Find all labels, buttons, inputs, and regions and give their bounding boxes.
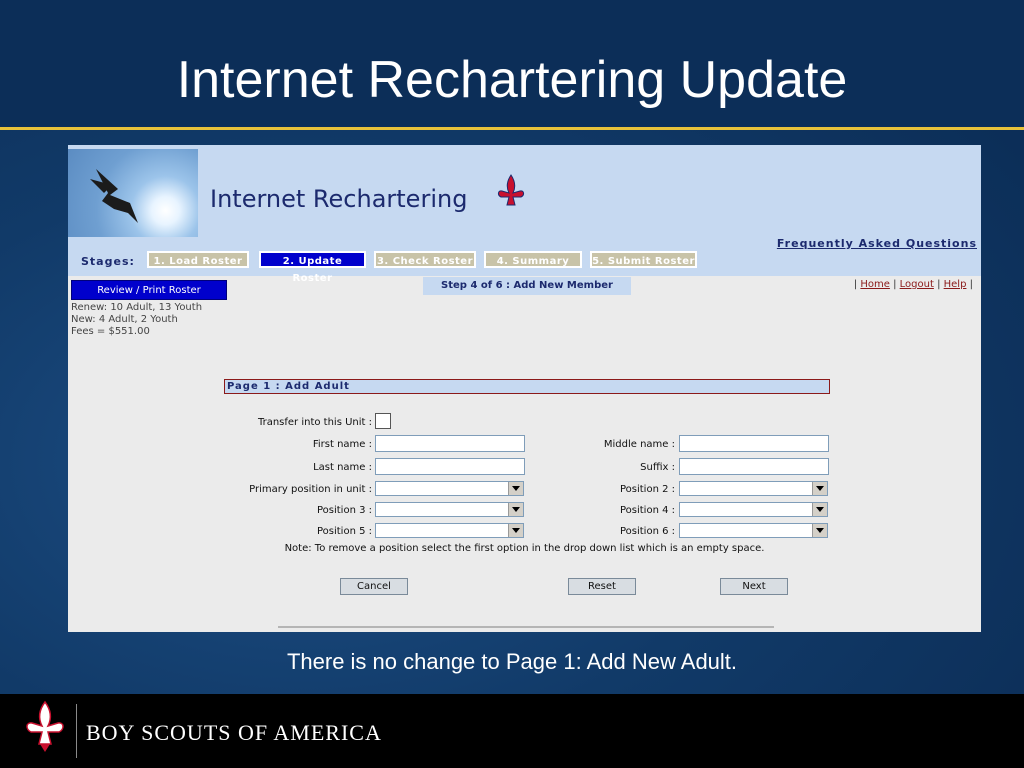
last-name-label: Last name :	[313, 462, 372, 473]
footer-org-name: BOY SCOUTS OF AMERICA	[86, 720, 382, 745]
renew-count: Renew: 10 Adult, 13 Youth	[71, 302, 203, 313]
cancel-button[interactable]: Cancel	[340, 578, 408, 595]
stage-update-roster[interactable]: 2. Update Roster	[259, 251, 366, 268]
transfer-label: Transfer into this Unit :	[257, 417, 372, 428]
slide-caption: There is no change to Page 1: Add New Adult.	[286, 649, 738, 674]
position3-select[interactable]	[375, 502, 524, 517]
review-print-roster-button[interactable]: Review / Print Roster	[71, 280, 227, 300]
fleur-de-lis-icon	[494, 173, 528, 213]
stages-label: Stages:	[81, 255, 135, 268]
position2-label: Position 2 :	[619, 484, 675, 495]
eagle-image	[68, 149, 198, 237]
logout-link[interactable]: Logout	[899, 279, 934, 290]
chevron-down-icon	[508, 482, 523, 495]
suffix-field[interactable]	[679, 458, 829, 475]
chevron-down-icon	[508, 503, 523, 516]
position4-label: Position 4 :	[619, 505, 675, 516]
stage-submit-roster[interactable]: 5. Submit Roster	[590, 251, 697, 268]
position6-select[interactable]	[679, 523, 828, 538]
position4-select[interactable]	[679, 502, 828, 517]
position5-select[interactable]	[375, 523, 524, 538]
top-links: | Home | Logout | Help |	[853, 279, 973, 290]
primary-position-select[interactable]	[375, 481, 524, 496]
position3-label: Position 3 :	[316, 505, 372, 516]
divider	[278, 626, 774, 628]
help-link[interactable]: Help	[943, 279, 967, 290]
middle-name-field[interactable]	[679, 435, 829, 452]
position6-label: Position 6 :	[619, 526, 675, 537]
home-link[interactable]: Home	[860, 279, 890, 290]
faq-link[interactable]: Frequently Asked Questions	[776, 237, 977, 250]
bsa-logo-icon	[22, 700, 68, 761]
first-name-field[interactable]	[375, 435, 525, 452]
roster-stats	[71, 302, 202, 338]
chevron-down-icon	[812, 482, 827, 495]
chevron-down-icon	[812, 524, 827, 537]
reset-button[interactable]: Reset	[568, 578, 636, 595]
position5-label: Position 5 :	[316, 526, 372, 537]
slide-title: Internet Rechartering Update	[176, 51, 848, 109]
primary-position-label: Primary position in unit :	[249, 484, 372, 495]
last-name-field[interactable]	[375, 458, 525, 475]
app-screenshot	[68, 145, 981, 632]
fees-total: Fees = $551.00	[71, 326, 150, 337]
transfer-checkbox[interactable]	[375, 413, 391, 429]
next-button[interactable]: Next	[720, 578, 788, 595]
position2-select[interactable]	[679, 481, 828, 496]
app-brand: Internet Rechartering	[210, 185, 468, 213]
footer-divider	[76, 704, 77, 758]
stage-load-roster[interactable]: 1. Load Roster	[147, 251, 249, 268]
suffix-label: Suffix :	[640, 462, 675, 473]
title-divider	[0, 127, 1024, 130]
new-count: New: 4 Adult, 2 Youth	[71, 314, 178, 325]
middle-name-label: Middle name :	[603, 439, 675, 450]
chevron-down-icon	[508, 524, 523, 537]
first-name-label: First name :	[312, 439, 372, 450]
slide-footer	[0, 694, 1024, 768]
step-indicator: Step 4 of 6 : Add New Member	[423, 277, 631, 295]
section-title: Page 1 : Add Adult	[224, 379, 830, 394]
chevron-down-icon	[812, 503, 827, 516]
stage-check-roster[interactable]: 3. Check Roster	[374, 251, 476, 268]
stage-summary[interactable]: 4. Summary	[484, 251, 582, 268]
position-note: Note: To remove a position select the first option in the drop down list which is an empty space.	[284, 543, 765, 554]
